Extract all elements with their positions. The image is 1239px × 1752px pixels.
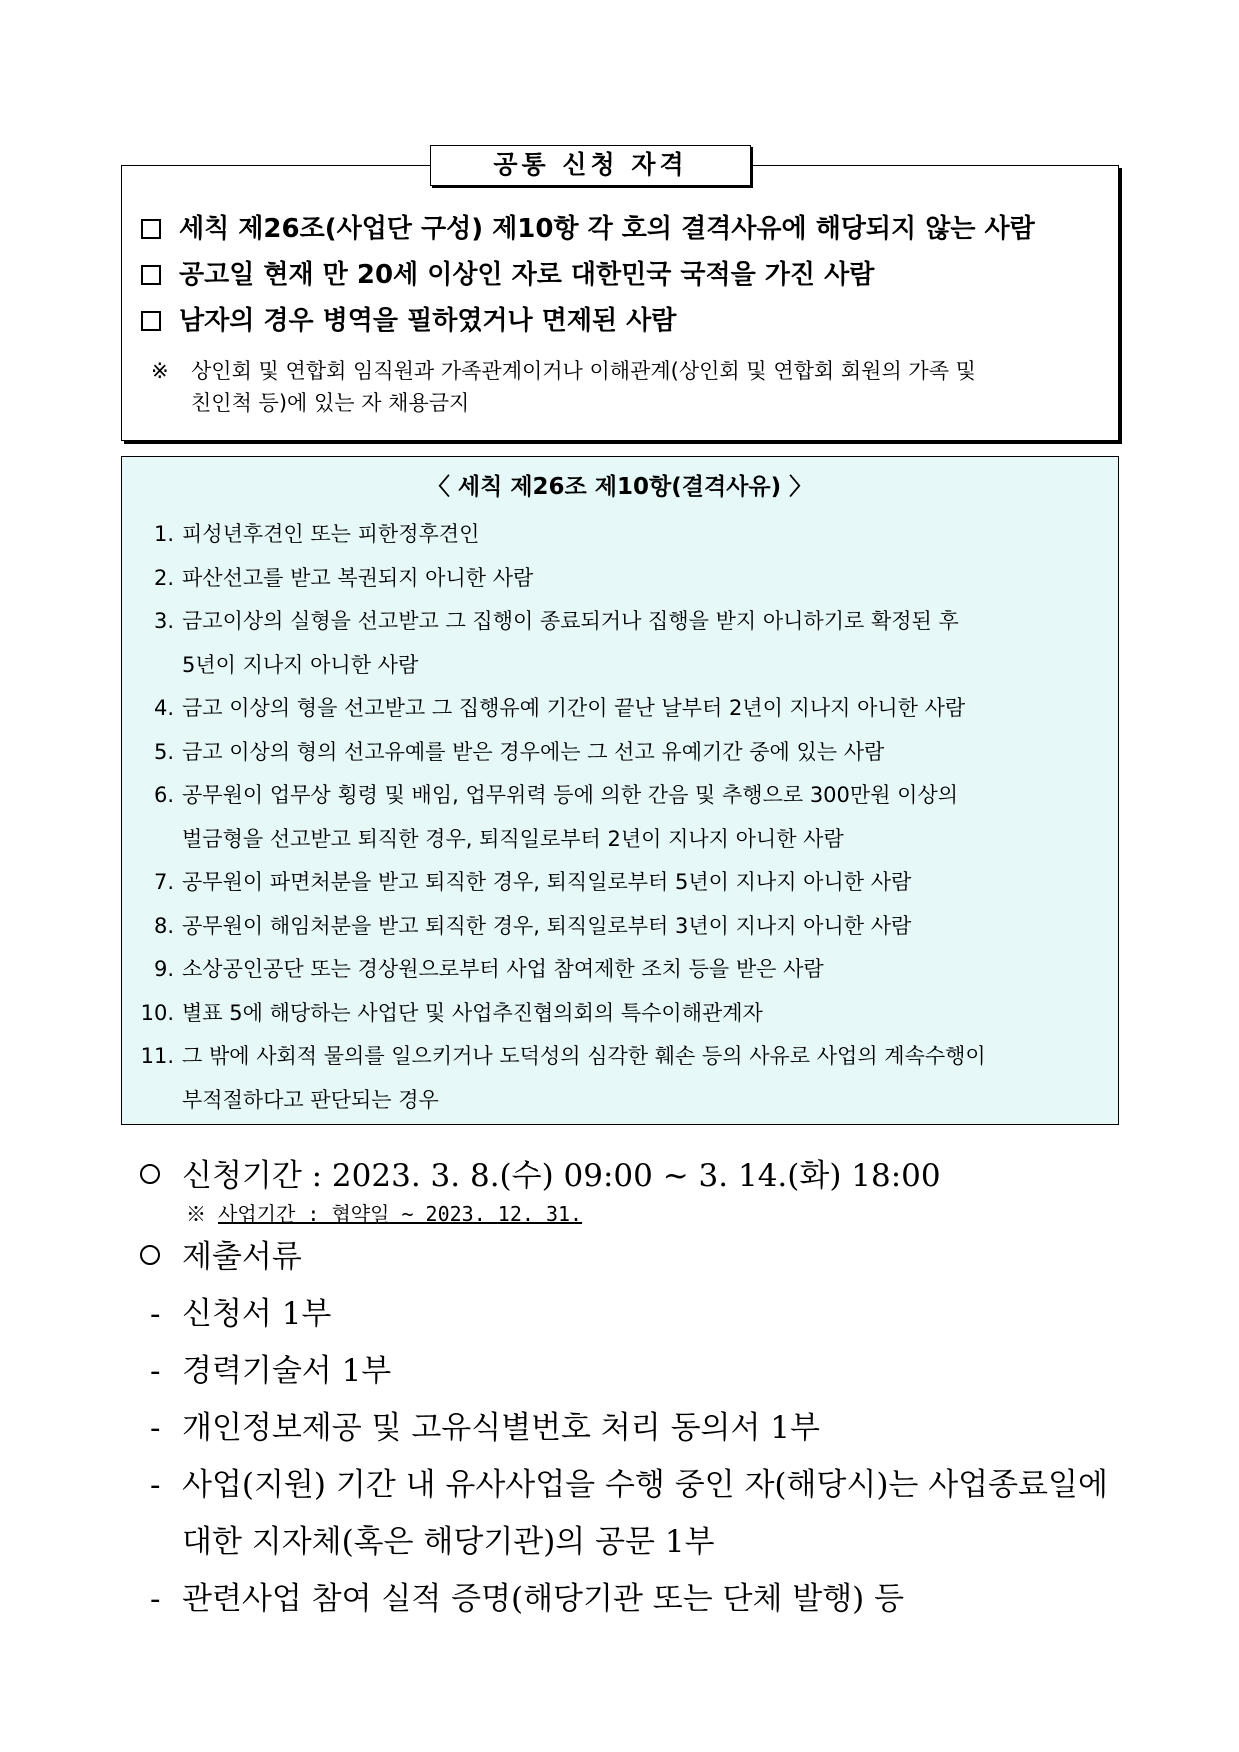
dash-bullet: - (150, 1467, 161, 1503)
document-item (150, 1570, 1150, 1628)
application-period-text: 신청기간 : 2023. 3. 8.(수) 09:00 ~ 3. 14.(화) 18:00 (182, 1158, 941, 1194)
list-item-number: 2. (153, 565, 174, 590)
list-item-number: 7. (153, 870, 174, 894)
reference-mark-icon: ※ (186, 1202, 206, 1226)
list-item (138, 557, 1098, 601)
qualification-note-line2: 친인척 등)에 있는 자 채용금지 (191, 391, 470, 415)
disqualification-title: 〈 세칙 제26조 제10항(결격사유) 〉 (426, 474, 813, 500)
list-item (138, 600, 1098, 687)
qualification-item (141, 300, 1101, 342)
list-item-text: 그 밖에 사회적 물의를 일으키거나 도덕성의 심각한 훼손 등의 사유로 사업의 계속수행이 (182, 1044, 986, 1068)
list-item (138, 861, 1098, 905)
list-item-text: 공무원이 업무상 횡령 및 배임, 업무위력 등에 의한 간음 및 추행으로 300만원 이상의 (182, 783, 959, 807)
document-item-text: 개인정보제공 및 고유식별번호 처리 동의서 1부 (182, 1410, 820, 1446)
list-item-text: 금고이상의 실형을 선고받고 그 집행이 종료되거나 집행을 받지 아니하기로 확정된 후 (182, 609, 959, 633)
document-item-text: 사업(지원) 기간 내 유사사업을 수행 중인 자(해당시)는 사업종료일에 (182, 1467, 1108, 1503)
circle-bullet-icon (140, 1164, 160, 1184)
document-item-text: 대한 지자체(혹은 해당기관)의 공문 1부 (182, 1524, 715, 1560)
document-item-continuation (150, 1513, 1150, 1571)
list-item-text: 파산선고를 받고 복권되지 아니한 사람 (182, 565, 534, 590)
list-item-text: 피성년후견인 또는 피한정후견인 (182, 522, 480, 546)
checkbox-icon (141, 265, 161, 285)
qualification-text: 세칙 제26조(사업단 구성) 제10항 각 호의 결격사유에 해당되지 않는 사람 (179, 214, 1035, 244)
list-item-text: 공무원이 파면처분을 받고 퇴직한 경우, 퇴직일로부터 5년이 지나지 아니한 사람 (182, 870, 912, 894)
list-item (138, 1035, 1098, 1122)
list-item (138, 905, 1098, 949)
checkbox-icon (141, 311, 161, 331)
document-item (150, 1456, 1150, 1514)
document-item (150, 1342, 1150, 1400)
qualification-note (151, 355, 1091, 419)
document-item-text: 관련사업 참여 실적 증명(해당기관 또는 단체 발행) 등 (182, 1581, 905, 1617)
list-item-text: 금고 이상의 형의 선고유예를 받은 경우에는 그 선고 유예기간 중에 있는 사람 (182, 739, 885, 764)
list-item-number: 5. (153, 739, 174, 764)
list-item-text: 소상공인공단 또는 경상원으로부터 사업 참여제한 조치 등을 받은 사람 (182, 957, 824, 981)
disqualification-list (138, 513, 1098, 1122)
qualification-text: 남자의 경우 병역을 필하였거나 면제된 사람 (179, 306, 677, 336)
documents-heading (140, 1228, 302, 1286)
list-item-text: 금고 이상의 형을 선고받고 그 집행유예 기간이 끝난 날부터 2년이 지나지 아니한 사람 (182, 696, 966, 720)
list-item (138, 992, 1098, 1036)
list-item (138, 948, 1098, 992)
document-item-text: 신청서 1부 (182, 1296, 332, 1332)
list-item-continuation: 5년이 지나지 아니한 사람 (182, 652, 419, 677)
documents-heading-text: 제출서류 (182, 1239, 302, 1275)
business-period-text: 사업기간 : 협약일 ~ 2023. 12. 31. (218, 1202, 583, 1226)
document-item (150, 1399, 1150, 1457)
list-item-number: 8. (153, 913, 174, 938)
business-period-note (186, 1199, 582, 1229)
dash-bullet: - (150, 1353, 161, 1389)
list-item-text: 별표 5에 해당하는 사업단 및 사업추진협의회의 특수이해관계자 (182, 1000, 763, 1025)
qualification-text: 공고일 현재 만 20세 이상인 자로 대한민국 국적을 가진 사람 (179, 260, 875, 290)
document-item (150, 1285, 1150, 1343)
dash-bullet: - (150, 1410, 161, 1446)
list-item-number: 6. (153, 783, 174, 807)
list-item-continuation: 벌금형을 선고받고 퇴직한 경우, 퇴직일로부터 2년이 지나지 아니한 사람 (182, 826, 844, 851)
list-item-number: 3. (153, 609, 174, 633)
dash-bullet: - (150, 1581, 161, 1617)
qualification-item (141, 254, 1101, 296)
application-period (140, 1153, 1140, 1199)
list-item-text: 공무원이 해임처분을 받고 퇴직한 경우, 퇴직일로부터 3년이 지나지 아니한 사람 (182, 913, 912, 938)
reference-mark-icon: ※ (151, 359, 169, 383)
list-item-number: 9. (153, 957, 174, 981)
document-item-text: 경력기술서 1부 (182, 1353, 392, 1389)
circle-bullet-icon (140, 1245, 160, 1265)
list-item (138, 687, 1098, 731)
list-item-number: 11. (140, 1044, 174, 1068)
list-item-number: 4. (153, 696, 174, 720)
dash-bullet: - (150, 1296, 161, 1332)
qualification-item (141, 208, 1101, 250)
list-item-continuation: 부적절하다고 판단되는 경우 (182, 1087, 439, 1112)
qualification-note-line1: 상인회 및 연합회 임직원과 가족관계이거나 이해관계(상인회 및 연합회 회원의 가족 및 (191, 359, 976, 383)
list-item-number: 10. (140, 1000, 174, 1025)
list-item-number: 1. (153, 522, 174, 546)
list-item (138, 731, 1098, 775)
common-qualifications-title: 공통 신청 자격 (430, 145, 751, 186)
list-item (138, 774, 1098, 861)
list-item (138, 513, 1098, 557)
checkbox-icon (141, 219, 161, 239)
